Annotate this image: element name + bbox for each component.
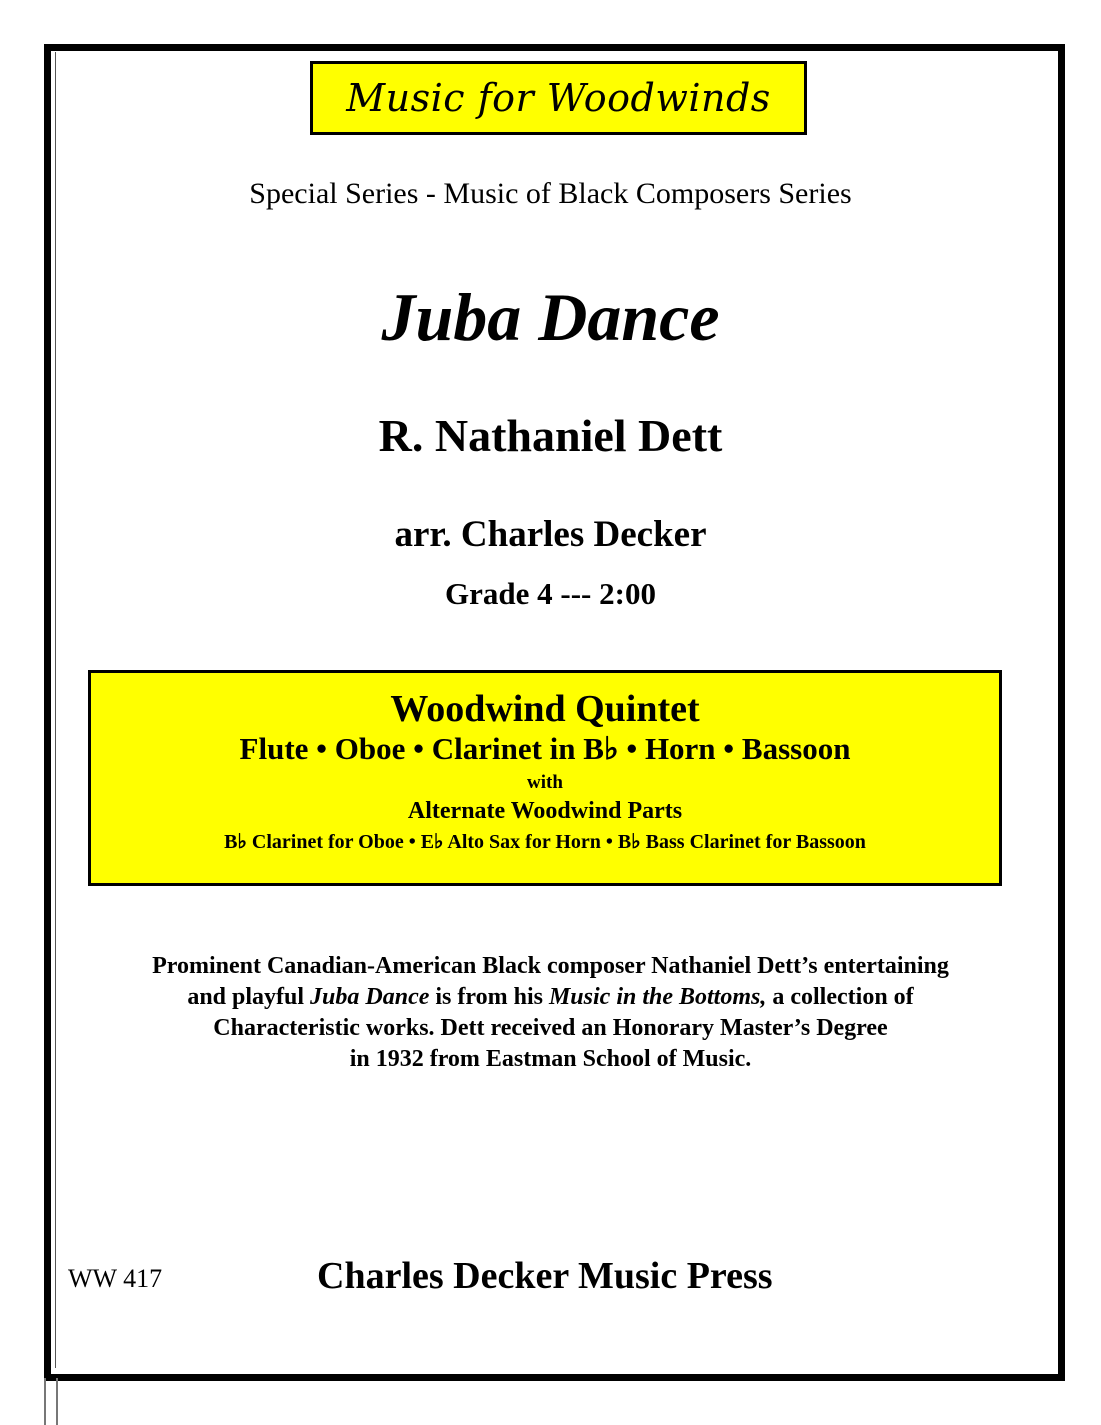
description-line-3: Characteristic works. Dett received an Honorary Master’s Degree xyxy=(213,1015,888,1041)
page-edge-lines xyxy=(44,1378,58,1425)
arranger-name: arr. Charles Decker xyxy=(394,514,707,555)
with-label: with xyxy=(527,772,563,793)
grade-duration: Grade 4 --- 2:00 xyxy=(445,576,656,611)
description-text: is from his xyxy=(429,984,549,1010)
alternate-parts-heading: Alternate Woodwind Parts xyxy=(407,798,683,824)
series-banner xyxy=(310,61,807,135)
description-line-4: in 1932 from Eastman School of Music. xyxy=(349,1046,752,1072)
description-text: a collection of xyxy=(766,984,914,1010)
work-title-italic: Juba Dance xyxy=(310,984,430,1010)
description-line-1: Prominent Canadian-American Black composer Nathaniel Dett’s entertaining xyxy=(152,953,949,979)
collection-title-italic: Music in the Bottoms, xyxy=(548,984,767,1010)
catalog-number: WW 417 xyxy=(68,1264,163,1293)
border-inner-line xyxy=(55,52,56,1368)
ensemble-box xyxy=(88,670,1002,886)
series-name: Music for Woodwinds xyxy=(346,76,771,120)
work-title: Juba Dance xyxy=(381,279,720,355)
series-subtitle: Special Series - Music of Black Composers Series xyxy=(249,177,852,210)
description xyxy=(0,951,1101,1075)
instrument-list: Flute • Oboe • Clarinet in B♭ • Horn • Bassoon xyxy=(239,731,851,766)
ensemble-title: Woodwind Quintet xyxy=(390,688,700,730)
alternate-parts-list: B♭ Clarinet for Oboe • E♭ Alto Sax for Horn • B♭ Bass Clarinet for Bassoon xyxy=(224,831,866,853)
description-line-2 xyxy=(0,982,1101,1013)
composer-name: R. Nathaniel Dett xyxy=(378,410,723,461)
description-text: and playful xyxy=(187,984,311,1010)
publisher-name: Charles Decker Music Press xyxy=(317,1255,773,1297)
